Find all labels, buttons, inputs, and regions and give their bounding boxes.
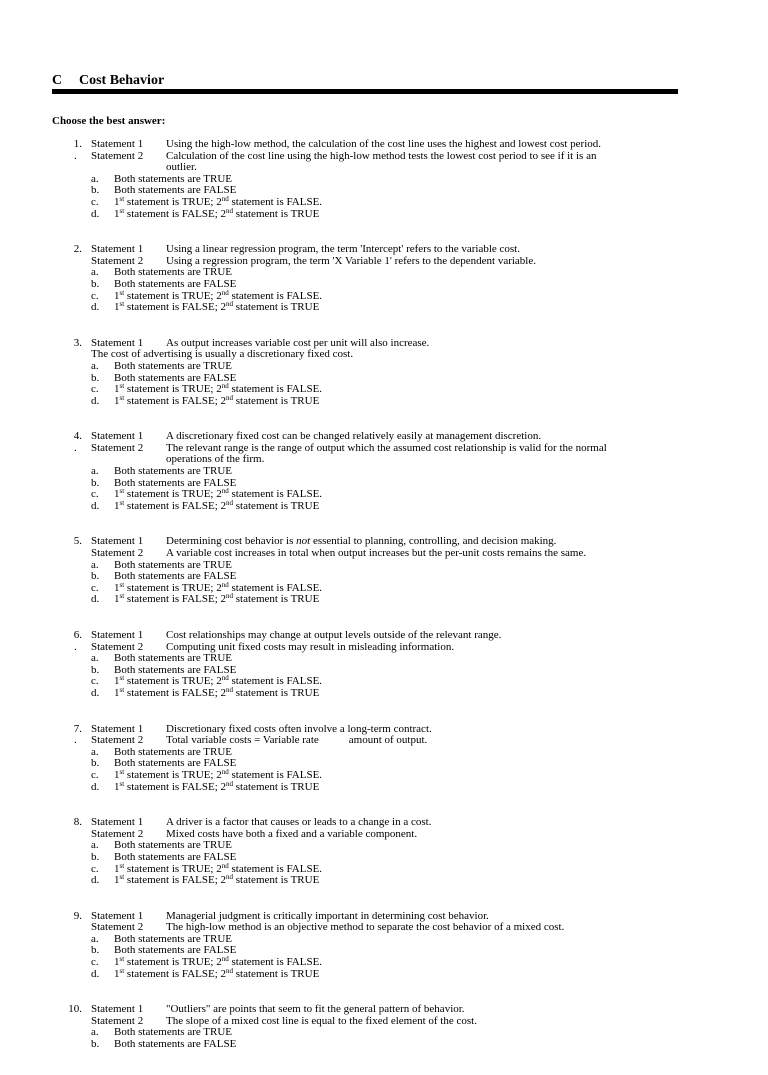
statement-1-text: Using the high-low method, the calculation of the cost line uses the highest and lowest cost period. xyxy=(166,138,602,150)
statement-1-text: "Outliers" are points that seem to fit the general pattern of behavior. xyxy=(166,1003,465,1016)
statement-1-label: Statement 1 xyxy=(91,430,144,443)
question-2 xyxy=(0,244,768,314)
option-b-text: Both statements are FALSE xyxy=(114,1038,237,1051)
question-number: 3. xyxy=(73,336,82,349)
option-b-letter: b. xyxy=(91,944,100,957)
statement-2-text: Calculation of the cost line using the high-low method tests the lowest cost period to see if it is an xyxy=(166,149,597,162)
question-1 xyxy=(0,139,768,220)
option-c-letter: c. xyxy=(91,383,99,396)
statement-1-label: Statement 1 xyxy=(91,816,144,829)
statement-1-label: Statement 1 xyxy=(91,535,144,548)
option-a-text: Both statements are TRUE xyxy=(114,359,233,372)
statement-2-label: Statement 2 xyxy=(91,254,144,267)
question-number: 1. xyxy=(73,138,82,150)
option-c-text: 1st statement is TRUE; 2nd statement is FALSE. xyxy=(114,767,323,781)
option-c-letter: c. xyxy=(91,956,99,969)
option-b-text: Both statements are FALSE xyxy=(114,570,237,583)
question-4 xyxy=(0,431,768,512)
option-a-text: Both statements are TRUE xyxy=(114,839,233,852)
option-a-letter: a. xyxy=(91,839,99,852)
stray-dot: . xyxy=(74,734,77,747)
option-b-letter: b. xyxy=(91,663,100,676)
statement-2-text: The slope of a mixed cost line is equal to the fixed element of the cost. xyxy=(166,1014,477,1027)
option-a-letter: a. xyxy=(91,266,99,279)
option-c-letter: c. xyxy=(91,862,99,875)
statement-2-label: Statement 2 xyxy=(91,827,144,840)
option-d-letter: d. xyxy=(91,874,100,887)
option-c-text: 1st statement is TRUE; 2nd statement is FALSE. xyxy=(114,382,323,396)
statement-1-label: Statement 1 xyxy=(91,138,144,150)
option-a-text: Both statements are TRUE xyxy=(114,745,233,758)
option-d-text: 1st statement is FALSE; 2nd statement is TRUE xyxy=(114,206,320,220)
option-c-text: 1st statement is TRUE; 2nd statement is FALSE. xyxy=(114,580,323,594)
statement-2-label: Statement 2 xyxy=(91,921,144,934)
question-number: 6. xyxy=(73,629,82,641)
option-b-letter: b. xyxy=(91,371,100,384)
option-b-letter: b. xyxy=(91,184,100,197)
option-d-letter: d. xyxy=(91,780,100,793)
statement-2-text: A variable cost increases in total when output increases but the per-unit costs remains the same. xyxy=(166,547,587,560)
option-a-letter: a. xyxy=(91,172,99,185)
option-d-letter: d. xyxy=(91,394,100,407)
option-d-text: 1st statement is FALSE; 2nd statement is TRUE xyxy=(114,592,320,606)
option-d-text: 1st statement is FALSE; 2nd statement is TRUE xyxy=(114,685,320,699)
option-d-text: 1st statement is FALSE; 2nd statement is TRUE xyxy=(114,498,320,512)
option-c-letter: c. xyxy=(91,581,99,594)
statement-2-label: Statement 2 xyxy=(91,640,144,653)
statement-1-label: Statement 1 xyxy=(91,722,144,735)
statement-2-text: The high-low method is an objective method to separate the cost behavior of a mixed cost. xyxy=(166,921,565,934)
option-c-letter: c. xyxy=(91,488,99,501)
option-a-text: Both statements are TRUE xyxy=(114,266,233,279)
statement-2-text: Total variable costs = Variable rate amount of output. xyxy=(166,734,428,747)
section-letter: C xyxy=(52,73,63,88)
option-b-letter: b. xyxy=(91,277,100,290)
option-b-text: Both statements are FALSE xyxy=(114,663,237,676)
option-b-text: Both statements are FALSE xyxy=(114,850,237,863)
option-a-letter: a. xyxy=(91,1026,99,1039)
option-d-letter: d. xyxy=(91,207,100,220)
statement-2-text: Using a regression program, the term 'X Variable 1' refers to the dependent variable. xyxy=(166,254,536,267)
statement-1-text: Managerial judgment is critically important in determining cost behavior. xyxy=(166,909,489,922)
statement-2-label: Statement 2 xyxy=(91,149,144,162)
option-d-letter: d. xyxy=(91,686,100,699)
option-d-text: 1st statement is FALSE; 2nd statement is TRUE xyxy=(114,966,320,980)
statement-1-text: Discretionary fixed costs often involve a long-term contract. xyxy=(166,722,432,735)
question-3 xyxy=(0,338,768,408)
statement-1-text: A discretionary fixed cost can be changed relatively easily at management discretion. xyxy=(166,430,542,443)
stray-dot: . xyxy=(74,441,77,454)
statement-1-text: As output increases variable cost per unit will also increase. xyxy=(166,336,430,349)
statement-2-text: The cost of advertising is usually a discretionary fixed cost. xyxy=(91,348,354,361)
option-c-letter: c. xyxy=(91,768,99,781)
question-number: 4. xyxy=(73,430,82,443)
option-c-text: 1st statement is TRUE; 2nd statement is FALSE. xyxy=(114,194,323,208)
option-d-letter: d. xyxy=(91,593,100,606)
statement-2-label: Statement 2 xyxy=(91,547,144,560)
option-d-text: 1st statement is FALSE; 2nd statement is TRUE xyxy=(114,779,320,793)
option-c-text: 1st statement is TRUE; 2nd statement is FALSE. xyxy=(114,955,323,969)
stray-dot: . xyxy=(74,149,77,162)
statement-1-label: Statement 1 xyxy=(91,909,144,922)
option-a-letter: a. xyxy=(91,359,99,372)
option-c-text: 1st statement is TRUE; 2nd statement is FALSE. xyxy=(114,861,323,875)
option-c-letter: c. xyxy=(91,675,99,688)
question-number: 10. xyxy=(68,1003,82,1016)
option-a-text: Both statements are TRUE xyxy=(114,932,233,945)
stray-dot: . xyxy=(74,640,77,653)
statement-2-label: Statement 2 xyxy=(91,734,144,747)
question-number: 7. xyxy=(73,722,82,735)
statement-2-continuation: operations of the firm. xyxy=(166,453,265,466)
option-c-text: 1st statement is TRUE; 2nd statement is FALSE. xyxy=(114,288,323,302)
statement-2-label: Statement 2 xyxy=(91,441,144,454)
option-d-letter: d. xyxy=(91,967,100,980)
option-a-text: Both statements are TRUE xyxy=(114,558,233,571)
option-a-text: Both statements are TRUE xyxy=(114,172,233,185)
emphasis-not: not xyxy=(296,535,311,548)
question-6 xyxy=(0,630,768,700)
question-number: 5. xyxy=(73,535,82,548)
question-list xyxy=(0,139,768,1075)
section-title: Cost Behavior xyxy=(79,73,165,88)
option-a-letter: a. xyxy=(91,932,99,945)
section-heading xyxy=(52,72,678,90)
option-d-text: 1st statement is FALSE; 2nd statement is TRUE xyxy=(114,873,320,887)
option-d-text: 1st statement is FALSE; 2nd statement is TRUE xyxy=(114,300,320,314)
question-9 xyxy=(0,911,768,981)
option-b-text: Both statements are FALSE xyxy=(114,371,237,384)
option-a-text: Both statements are TRUE xyxy=(114,1026,233,1039)
option-a-text: Both statements are TRUE xyxy=(114,652,233,665)
option-a-letter: a. xyxy=(91,745,99,758)
option-c-letter: c. xyxy=(91,195,99,208)
option-a-letter: a. xyxy=(91,558,99,571)
option-b-text: Both statements are FALSE xyxy=(114,476,237,489)
option-a-letter: a. xyxy=(91,652,99,665)
option-a-text: Both statements are TRUE xyxy=(114,465,233,478)
statement-2-text: Computing unit fixed costs may result in misleading information. xyxy=(166,640,455,653)
statement-1-label: Statement 1 xyxy=(91,629,144,641)
question-10 xyxy=(0,1004,768,1050)
statement-1-text: Using a linear regression program, the term 'Intercept' refers to the variable cost. xyxy=(166,243,520,256)
statement-1-text: Cost relationships may change at output levels outside of the relevant range. xyxy=(166,629,502,641)
option-b-letter: b. xyxy=(91,476,100,489)
option-d-text: 1st statement is FALSE; 2nd statement is TRUE xyxy=(114,393,320,407)
instruction-text: Choose the best answer: xyxy=(52,115,166,127)
question-number: 8. xyxy=(73,816,82,829)
statement-1-label: Statement 1 xyxy=(91,336,144,349)
option-b-letter: b. xyxy=(91,850,100,863)
option-d-letter: d. xyxy=(91,301,100,314)
option-c-text: 1st statement is TRUE; 2nd statement is FALSE. xyxy=(114,487,323,501)
option-a-letter: a. xyxy=(91,465,99,478)
statement-1-label: Statement 1 xyxy=(91,243,144,256)
statement-2-text: Mixed costs have both a fixed and a variable component. xyxy=(166,827,418,840)
option-b-letter: b. xyxy=(91,1038,100,1051)
option-b-letter: b. xyxy=(91,570,100,583)
heading-rule xyxy=(52,89,678,94)
option-b-letter: b. xyxy=(91,757,100,770)
question-5 xyxy=(0,536,768,606)
question-8 xyxy=(0,817,768,887)
statement-2-label: Statement 2 xyxy=(91,1014,144,1027)
statement-2-continuation: outlier. xyxy=(166,161,197,174)
option-c-letter: c. xyxy=(91,289,99,302)
option-c-text: 1st statement is TRUE; 2nd statement is FALSE. xyxy=(114,674,323,688)
statement-1-text: A driver is a factor that causes or leads to a change in a cost. xyxy=(166,816,432,829)
question-7 xyxy=(0,724,768,794)
option-b-text: Both statements are FALSE xyxy=(114,757,237,770)
statement-2-text: The relevant range is the range of output which the assumed cost relationship is valid for the normal xyxy=(166,441,607,454)
question-number: 2. xyxy=(73,243,82,256)
option-b-text: Both statements are FALSE xyxy=(114,277,237,290)
statement-1-text: Determining cost behavior is not essential to planning, controlling, and decision making. xyxy=(166,535,557,548)
option-b-text: Both statements are FALSE xyxy=(114,184,237,197)
question-number: 9. xyxy=(73,909,82,922)
option-b-text: Both statements are FALSE xyxy=(114,944,237,957)
statement-1-label: Statement 1 xyxy=(91,1003,144,1016)
option-d-letter: d. xyxy=(91,499,100,512)
